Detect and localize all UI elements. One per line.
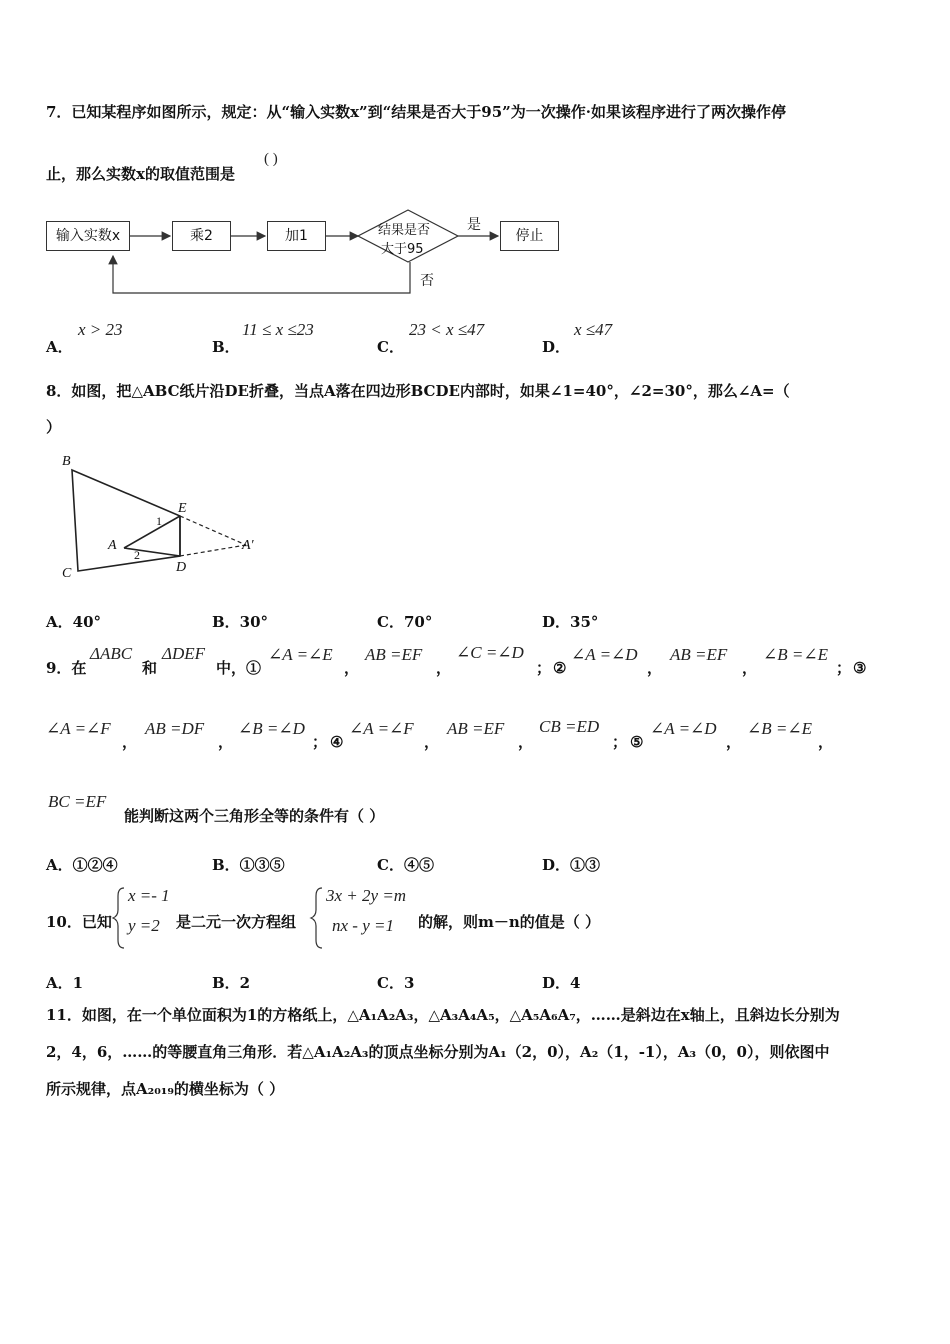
q8-text-line2: ） bbox=[46, 418, 62, 436]
q10-option-d: D．4 bbox=[542, 974, 581, 992]
q9-option-d: D．①③ bbox=[542, 856, 601, 874]
q8-option-a: A．40° bbox=[46, 613, 102, 631]
q9-circle-5: ⑤ bbox=[630, 733, 644, 751]
q11-text-line2: 2，4，6，……的等腰直角三角形．若△A₁A₂A₃的顶点坐标分别为A₁（2，0），A₂（1，-1），A₃（0，0），则依图中 bbox=[46, 1043, 830, 1061]
q9-comma: ， bbox=[726, 733, 742, 751]
q10-sys1-eq2: y =2 bbox=[128, 916, 160, 935]
q10-option-b: B．2 bbox=[212, 974, 251, 992]
q7-option-a-expr: x > 23 bbox=[78, 320, 123, 339]
q9-triangle-abc: ΔABC bbox=[90, 644, 133, 663]
q9-semicolon: ； bbox=[536, 659, 552, 677]
q9-semicolon: ； bbox=[836, 659, 852, 677]
q10-sys2-eq2: nx - y =1 bbox=[332, 916, 394, 935]
q10-sys2-eq1: 3x + 2y =m bbox=[326, 886, 407, 905]
q8-text-line1: 8．如图，把△ABC纸片沿DE折叠，当点A落在四边形BCDE内部时，如果∠1=40°，∠2=30°，那么∠A=（ bbox=[46, 382, 790, 400]
q9-comma: ， bbox=[424, 733, 440, 751]
q10-sys1-eq1: x =- 1 bbox=[128, 886, 170, 905]
q7-text-line1: 7．已知某程序如图所示，规定：从“输入实数x”到“结果是否大于95”为一次操作·如果该程序进行了两次操作停 bbox=[46, 103, 786, 121]
q9-cond4-c: CB =ED bbox=[539, 717, 600, 736]
q9-prefix: 9．在 bbox=[46, 659, 87, 677]
q9-comma: ， bbox=[647, 659, 663, 677]
q9-semicolon: ； bbox=[612, 733, 628, 751]
q7-option-d-expr: x ≤47 bbox=[574, 320, 613, 339]
q8-label-angle-1: 1 bbox=[156, 514, 162, 528]
q8-label-a: A bbox=[108, 538, 117, 553]
q7-text-line2: 止，那么实数x的取值范围是 bbox=[46, 165, 235, 183]
q8-label-angle-2: 2 bbox=[134, 548, 140, 562]
q9-tail: 能判断这两个三角形全等的条件有（ ） bbox=[124, 807, 385, 825]
q7-input-box: 输入实数x bbox=[46, 221, 130, 251]
q7-yes-label: 是 bbox=[467, 217, 481, 233]
q11-text-line1: 11．如图，在一个单位面积为1的方格纸上，△A₁A₂A₃，△A₃A₄A₅，△A₅A₆A₇，……是斜边在x轴上，且斜边长分别为 bbox=[46, 1006, 840, 1024]
q7-add-box: 加1 bbox=[267, 221, 326, 251]
q7-no-label: 否 bbox=[420, 273, 434, 289]
q9-cond5-a: ∠A =∠D bbox=[650, 719, 717, 738]
q7-stop-box: 停止 bbox=[500, 221, 559, 251]
q9-comma: ， bbox=[818, 733, 834, 751]
q9-cond1-a: ∠A =∠E bbox=[268, 645, 333, 664]
q9-circle-3: ③ bbox=[853, 659, 867, 677]
q9-mid: 中，① bbox=[216, 659, 262, 677]
q9-option-a: A．①②④ bbox=[46, 856, 118, 874]
q8-option-c: C．70° bbox=[377, 613, 433, 631]
q8-option-b: B．30° bbox=[212, 613, 269, 631]
q9-comma: ， bbox=[436, 659, 452, 677]
q9-cond3-c: ∠B =∠D bbox=[238, 719, 305, 738]
q7-option-c-label: C． bbox=[377, 338, 404, 356]
q9-and: 和 bbox=[142, 659, 158, 677]
q9-cond5-c: BC =EF bbox=[48, 792, 107, 811]
q9-cond2-a: ∠A =∠D bbox=[571, 645, 638, 664]
q9-comma: ， bbox=[344, 659, 360, 677]
q9-cond2-b: AB =EF bbox=[670, 645, 728, 664]
q7-option-b-expr: 11 ≤ x ≤23 bbox=[242, 320, 314, 339]
q9-cond3-a: ∠A =∠F bbox=[46, 719, 111, 738]
q7-decision-line1: 结果是否 bbox=[378, 223, 431, 238]
q8-label-e: E bbox=[178, 501, 187, 516]
q9-option-b: B．①③⑤ bbox=[212, 856, 285, 874]
q9-semicolon: ； bbox=[312, 733, 328, 751]
q8-label-b: B bbox=[62, 454, 71, 469]
q8-label-c: C bbox=[62, 566, 72, 581]
q7-option-d-label: D． bbox=[542, 338, 571, 356]
q7-answer-paren: ( ) bbox=[264, 151, 278, 167]
q10-option-c: C．3 bbox=[377, 974, 415, 992]
q7-option-c-expr: 23 < x ≤47 bbox=[409, 320, 485, 339]
q9-triangle-def: ΔDEF bbox=[162, 644, 206, 663]
q9-cond1-c: ∠C =∠D bbox=[456, 643, 524, 662]
q10-prefix: 10．已知 bbox=[46, 913, 112, 931]
q9-circle-2: ② bbox=[553, 659, 567, 677]
q9-cond3-b: AB =DF bbox=[145, 719, 205, 738]
q8-label-a-prime: A′ bbox=[242, 538, 254, 553]
q9-comma: ， bbox=[218, 733, 234, 751]
q9-option-c: C．④⑤ bbox=[377, 856, 434, 874]
q10-option-a: A．1 bbox=[46, 974, 84, 992]
q8-option-d: D．35° bbox=[542, 613, 599, 631]
q9-circle-4: ④ bbox=[330, 733, 344, 751]
q10-mid: 是二元一次方程组 bbox=[176, 913, 297, 931]
q9-comma: ， bbox=[122, 733, 138, 751]
q9-cond1-b: AB =EF bbox=[365, 645, 423, 664]
q8-label-d: D bbox=[176, 560, 187, 575]
q9-cond4-b: AB =EF bbox=[447, 719, 505, 738]
q9-comma: ， bbox=[518, 733, 534, 751]
q9-cond5-b: ∠B =∠E bbox=[747, 719, 812, 738]
q7-option-b-label: B． bbox=[212, 338, 240, 356]
q7-decision-line2: 大于95 bbox=[381, 242, 424, 257]
q9-comma: ， bbox=[742, 659, 758, 677]
q11-text-line3: 所示规律，点A₂₀₁₉的横坐标为（ ） bbox=[46, 1080, 285, 1098]
q9-cond2-c: ∠B =∠E bbox=[763, 645, 828, 664]
q9-cond4-a: ∠A =∠F bbox=[349, 719, 414, 738]
q10-tail: 的解，则m－n的值是（ ） bbox=[418, 913, 601, 931]
q7-option-a-label: A． bbox=[46, 338, 73, 356]
q7-multiply-box: 乘2 bbox=[172, 221, 231, 251]
